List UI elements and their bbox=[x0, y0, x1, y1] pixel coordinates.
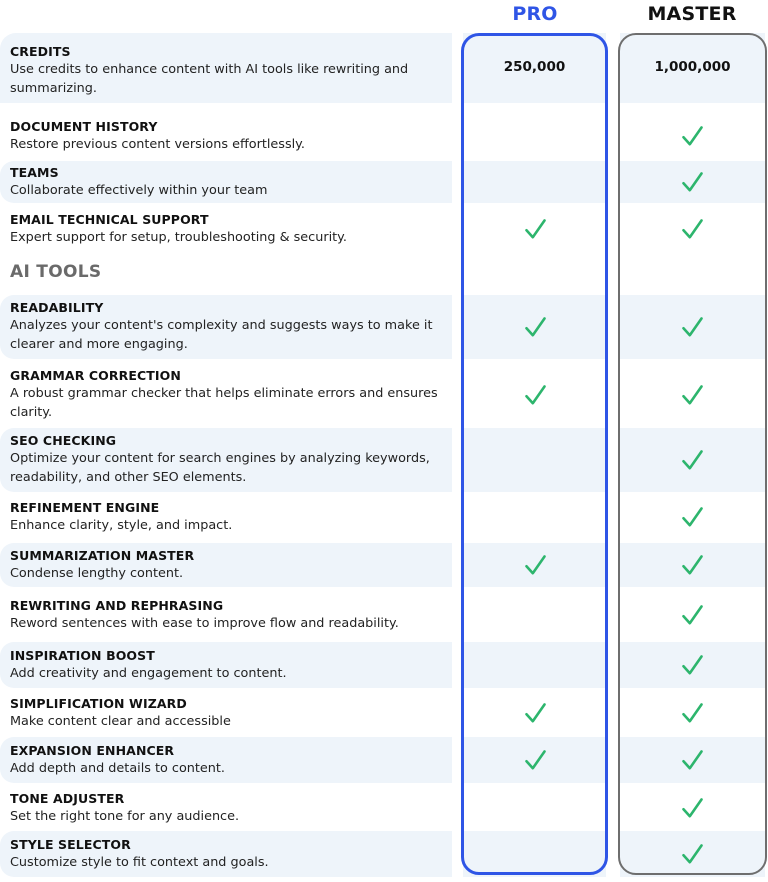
ai-tools-section-title: AI TOOLS bbox=[10, 262, 102, 282]
feature-row bbox=[0, 543, 768, 587]
feature-name: CREDITS bbox=[10, 44, 71, 59]
check-icon bbox=[522, 552, 548, 578]
feature-name: REFINEMENT ENGINE bbox=[10, 500, 160, 515]
feature-description: Add depth and details to content. bbox=[10, 761, 225, 776]
feature-description: Restore previous content versions effortlessly. bbox=[10, 137, 306, 152]
feature-label bbox=[10, 44, 450, 98]
feature-label bbox=[10, 300, 450, 354]
feature-description: Make content clear and accessible bbox=[10, 714, 231, 729]
feature-row bbox=[0, 737, 768, 783]
check-icon bbox=[679, 169, 705, 195]
feature-label bbox=[10, 433, 450, 487]
feature-description: Optimize your content for search engines by analyzing keywords, readability, and other SEO elements. bbox=[10, 451, 430, 485]
feature-description: Expert support for setup, troubleshooting & security. bbox=[10, 230, 347, 245]
check-icon bbox=[679, 700, 705, 726]
master-credits-value: 1,000,000 bbox=[654, 59, 731, 75]
feature-label bbox=[10, 212, 450, 247]
feature-name: SUMMARIZATION MASTER bbox=[10, 548, 195, 563]
feature-row bbox=[0, 161, 768, 203]
feature-label bbox=[10, 119, 450, 154]
check-icon bbox=[679, 602, 705, 628]
feature-row bbox=[0, 690, 768, 736]
feature-description: Customize style to fit context and goals. bbox=[10, 855, 269, 870]
feature-label bbox=[10, 368, 450, 422]
master-plan-title: MASTER bbox=[647, 3, 737, 25]
feature-label bbox=[10, 648, 450, 683]
feature-name: READABILITY bbox=[10, 300, 104, 315]
feature-row bbox=[0, 591, 768, 639]
check-icon bbox=[679, 216, 705, 242]
feature-label bbox=[10, 696, 450, 731]
check-icon bbox=[679, 652, 705, 678]
check-icon bbox=[679, 552, 705, 578]
feature-label bbox=[10, 500, 450, 535]
check-icon bbox=[679, 504, 705, 530]
check-icon bbox=[679, 382, 705, 408]
check-icon bbox=[679, 747, 705, 773]
feature-description: Analyzes your content's complexity and suggests ways to make it clearer and more engaging. bbox=[10, 318, 433, 352]
feature-description: Set the right tone for any audience. bbox=[10, 809, 240, 824]
feature-row bbox=[0, 494, 768, 540]
feature-name: DOCUMENT HISTORY bbox=[10, 119, 158, 134]
feature-row bbox=[0, 113, 768, 159]
check-icon bbox=[679, 447, 705, 473]
check-icon bbox=[522, 314, 548, 340]
feature-description: Add creativity and engagement to content. bbox=[10, 666, 287, 681]
feature-name: EMAIL TECHNICAL SUPPORT bbox=[10, 212, 209, 227]
feature-label bbox=[10, 548, 450, 583]
feature-name: REWRITING AND REPHRASING bbox=[10, 598, 224, 613]
pro-plan-title: PRO bbox=[512, 3, 558, 25]
feature-name: INSPIRATION BOOST bbox=[10, 648, 155, 663]
feature-label bbox=[10, 791, 450, 826]
feature-label bbox=[10, 837, 450, 872]
check-icon bbox=[679, 314, 705, 340]
feature-description: Condense lengthy content. bbox=[10, 566, 184, 581]
pro-credits-value: 250,000 bbox=[503, 59, 566, 75]
feature-description: A robust grammar checker that helps eliminate errors and ensures clarity. bbox=[10, 386, 438, 420]
feature-name: SIMPLIFICATION WIZARD bbox=[10, 696, 187, 711]
feature-row bbox=[0, 363, 768, 427]
feature-row bbox=[0, 831, 768, 877]
feature-description: Enhance clarity, style, and impact. bbox=[10, 518, 233, 533]
feature-label bbox=[10, 743, 450, 778]
feature-row bbox=[0, 786, 768, 830]
feature-label bbox=[10, 598, 450, 633]
check-icon bbox=[522, 747, 548, 773]
feature-label bbox=[10, 165, 450, 200]
feature-row bbox=[0, 642, 768, 688]
feature-name: TEAMS bbox=[10, 165, 59, 180]
feature-description: Use credits to enhance content with AI tools like rewriting and summarizing. bbox=[10, 62, 409, 96]
check-icon bbox=[522, 216, 548, 242]
feature-row bbox=[0, 206, 768, 252]
credits-row bbox=[0, 33, 768, 103]
feature-name: GRAMMAR CORRECTION bbox=[10, 368, 181, 383]
check-icon bbox=[522, 700, 548, 726]
feature-name: SEO CHECKING bbox=[10, 433, 117, 448]
check-icon bbox=[522, 382, 548, 408]
feature-row bbox=[0, 428, 768, 492]
feature-name: TONE ADJUSTER bbox=[10, 791, 125, 806]
check-icon bbox=[679, 795, 705, 821]
check-icon bbox=[679, 123, 705, 149]
feature-name: STYLE SELECTOR bbox=[10, 837, 131, 852]
feature-description: Reword sentences with ease to improve flow and readability. bbox=[10, 616, 399, 631]
feature-row bbox=[0, 295, 768, 359]
feature-description: Collaborate effectively within your team bbox=[10, 183, 268, 198]
feature-name: EXPANSION ENHANCER bbox=[10, 743, 175, 758]
check-icon bbox=[679, 841, 705, 867]
